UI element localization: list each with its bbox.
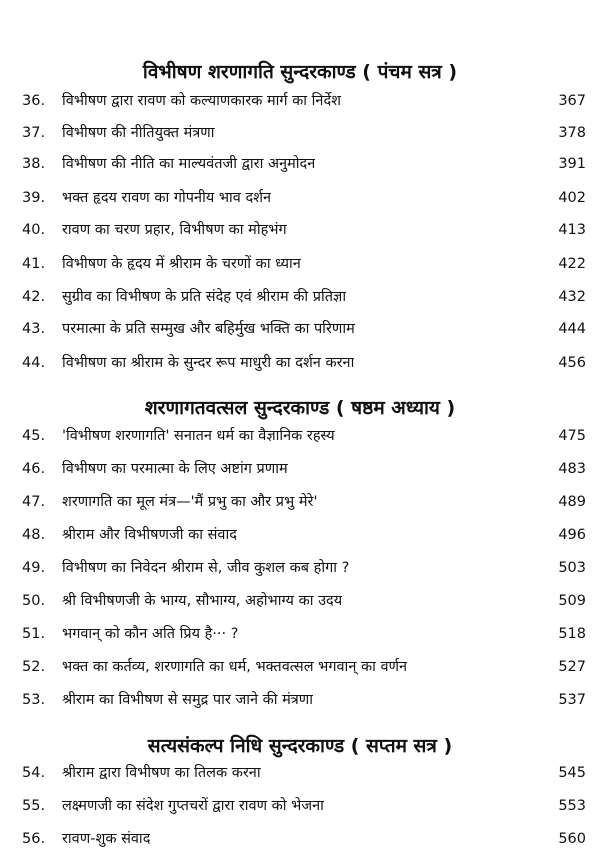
entry-number: 41. xyxy=(22,256,46,272)
entry-number: 56. xyxy=(22,831,46,847)
entry-number: 51. xyxy=(22,626,46,642)
toc-entry[interactable] xyxy=(0,87,600,115)
entry-number: 45. xyxy=(22,428,46,444)
entry-title: श्रीराम द्वारा विभीषण का तिलक करना xyxy=(62,765,261,781)
entry-title: विभीषण का श्रीराम के सुन्दर रूप माधुरी का दर्शन करना xyxy=(62,355,355,371)
entry-page: 560 xyxy=(558,831,586,847)
toc-entry[interactable] xyxy=(0,587,600,615)
toc-entry[interactable] xyxy=(0,686,600,714)
toc-entry[interactable] xyxy=(0,554,600,582)
entry-page: 432 xyxy=(558,289,586,305)
entry-page: 489 xyxy=(558,494,586,510)
toc-entry[interactable] xyxy=(0,825,600,853)
entry-title: श्रीराम और विभीषणजी का संवाद xyxy=(62,527,237,543)
entry-number: 40. xyxy=(22,222,46,238)
entry-title: सुग्रीव का विभीषण के प्रति संदेह एवं श्रीराम की प्रतिज्ञा xyxy=(62,289,347,305)
entry-number: 47. xyxy=(22,494,46,510)
entry-title: विभीषण द्वारा रावण को कल्याणकारक मार्ग का निर्देश xyxy=(62,93,342,109)
toc-entry[interactable] xyxy=(0,119,600,147)
toc-entry[interactable] xyxy=(0,620,600,648)
entry-number: 36. xyxy=(22,93,46,109)
toc-entry[interactable] xyxy=(0,653,600,681)
entry-title: परमात्मा के प्रति सम्मुख और बहिर्मुख भक्ति का परिणाम xyxy=(62,321,355,337)
toc-entry[interactable] xyxy=(0,283,600,311)
entry-page: 483 xyxy=(558,461,586,477)
entry-title: शरणागति का मूल मंत्र—'मैं प्रभु का और प्रभु मेरे' xyxy=(62,494,318,510)
entry-title: भगवान् को कौन अति प्रिय है··· ? xyxy=(62,626,239,642)
entry-page: 475 xyxy=(558,428,586,444)
section-heading-5: विभीषण शरणागति सुन्दरकाण्ड ( पंचम सत्र ) xyxy=(142,61,458,83)
toc-entry[interactable] xyxy=(0,216,600,244)
entry-number: 54. xyxy=(22,765,46,781)
toc-entry[interactable] xyxy=(0,184,600,212)
entry-page: 413 xyxy=(558,222,586,238)
entry-number: 46. xyxy=(22,461,46,477)
entry-page: 503 xyxy=(558,560,586,576)
toc-entry[interactable] xyxy=(0,315,600,343)
entry-title: विभीषण का निवेदन श्रीराम से, जीव कुशल कब होगा ? xyxy=(62,560,350,576)
entry-title: भक्त का कर्तव्य, शरणागति का धर्म, भक्तवत्सल भगवान् का वर्णन xyxy=(62,659,408,675)
entry-title: विभीषण का परमात्मा के लिए अष्टांग प्रणाम xyxy=(62,461,288,477)
entry-number: 39. xyxy=(22,190,46,206)
entry-number: 43. xyxy=(22,321,46,337)
entry-number: 52. xyxy=(22,659,46,675)
entry-page: 496 xyxy=(558,527,586,543)
entry-title: भक्त हृदय रावण का गोपनीय भाव दर्शन xyxy=(62,190,272,206)
entry-number: 44. xyxy=(22,355,46,371)
entry-number: 37. xyxy=(22,125,46,141)
entry-number: 42. xyxy=(22,289,46,305)
entry-title: विभीषण की नीतियुक्त मंत्रणा xyxy=(62,125,215,141)
entry-page: 422 xyxy=(558,256,586,272)
entry-number: 49. xyxy=(22,560,46,576)
entry-page: 509 xyxy=(558,593,586,609)
entry-number: 38. xyxy=(22,156,46,172)
toc-entry[interactable] xyxy=(0,349,600,377)
entry-number: 50. xyxy=(22,593,46,609)
entry-title: रावण का चरण प्रहार, विभीषण का मोहभंग xyxy=(62,222,287,238)
entry-page: 545 xyxy=(558,765,586,781)
section-heading-6: शरणागतवत्सल सुन्दरकाण्ड ( षष्ठम अध्याय ) xyxy=(144,397,456,419)
entry-title: विभीषण की नीति का माल्यवंतजी द्वारा अनुमोदन xyxy=(62,156,316,172)
entry-page: 518 xyxy=(558,626,586,642)
toc-entry[interactable] xyxy=(0,792,600,820)
toc-entry[interactable] xyxy=(0,150,600,178)
entry-title: लक्ष्मणजी का संदेश गुप्तचरों द्वारा रावण को भेजना xyxy=(62,798,324,814)
entry-title: श्रीराम का विभीषण से समुद्र पार जाने की मंत्रणा xyxy=(62,692,314,708)
entry-page: 456 xyxy=(558,355,586,371)
entry-page: 367 xyxy=(558,93,586,109)
entry-title: रावण-शुक संवाद xyxy=(62,831,151,847)
entry-page: 391 xyxy=(558,156,586,172)
entry-page: 378 xyxy=(558,125,586,141)
toc-entry[interactable] xyxy=(0,488,600,516)
entry-number: 48. xyxy=(22,527,46,543)
entry-title: श्री विभीषणजी के भाग्य, सौभाग्य, अहोभाग्य का उदय xyxy=(62,593,343,609)
entry-page: 527 xyxy=(558,659,586,675)
entry-title: 'विभीषण शरणागति' सनातन धर्म का वैज्ञानिक रहस्य xyxy=(62,428,335,444)
toc-entry[interactable] xyxy=(0,455,600,483)
entry-page: 444 xyxy=(558,321,586,337)
toc-entry[interactable] xyxy=(0,521,600,549)
entry-page: 402 xyxy=(558,190,586,206)
entry-page: 553 xyxy=(558,798,586,814)
entry-number: 55. xyxy=(22,798,46,814)
toc-entry[interactable] xyxy=(0,422,600,450)
section-heading-7: सत्यसंकल्प निधि सुन्दरकाण्ड ( सप्तम सत्र ) xyxy=(147,735,453,757)
entry-title: विभीषण के हृदय में श्रीराम के चरणों का ध्यान xyxy=(62,256,301,272)
toc-entry[interactable] xyxy=(0,759,600,787)
toc-entry[interactable] xyxy=(0,250,600,278)
entry-page: 537 xyxy=(558,692,586,708)
entry-number: 53. xyxy=(22,692,46,708)
